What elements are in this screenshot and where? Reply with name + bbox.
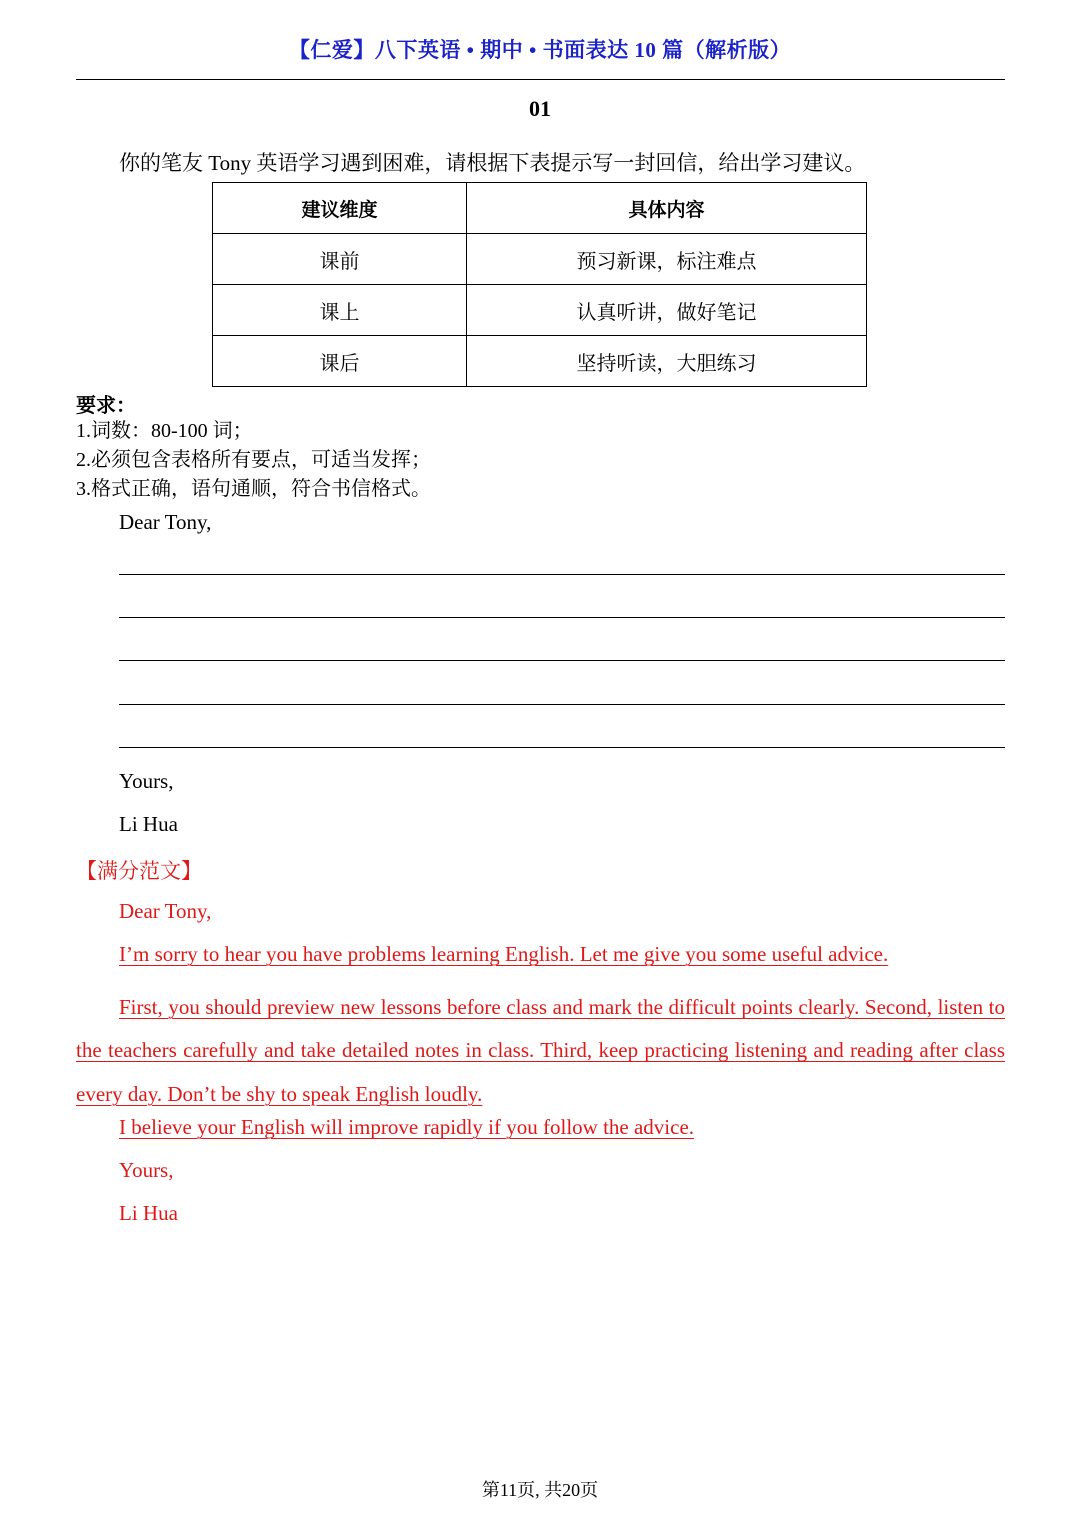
document-header-title: 【仁爱】八下英语 • 期中 • 书面表达 10 篇（解析版）: [288, 38, 792, 62]
writing-prompt: 你的笔友 Tony 英语学习遇到困难，请根据下表提示写一封回信，给出学习建议。: [119, 151, 866, 175]
table-cell: 课上: [213, 285, 467, 336]
table-header-cell: 具体内容: [467, 183, 867, 234]
header-divider: [76, 79, 1005, 80]
writing-line: [119, 574, 1005, 575]
writing-line: [119, 660, 1005, 661]
hint-table: [212, 182, 867, 387]
sample-conclusion: I believe your English will improve rapidly if you follow the advice.: [119, 1115, 695, 1139]
letter-salutation: Dear Tony,: [119, 510, 212, 534]
table-cell: 坚持听读，大胆练习: [467, 336, 867, 387]
writing-line: [119, 704, 1005, 705]
sample-body-paragraph: [76, 986, 1005, 1116]
page-footer: 第11页, 共20页: [481, 1480, 599, 1500]
table-header-cell: 建议维度: [213, 183, 467, 234]
letter-signature: Li Hua: [119, 812, 178, 836]
table-row: [213, 234, 867, 285]
table-header-row: [213, 183, 867, 234]
table-cell: 预习新课，标注难点: [467, 234, 867, 285]
letter-closing: Yours,: [119, 769, 174, 793]
requirement-item: 3.格式正确，语句通顺，符合书信格式。: [76, 478, 431, 500]
sample-opening: I’m sorry to hear you have problems learning English. Let me give you some useful advice.: [119, 942, 889, 966]
sample-salutation: Dear Tony,: [119, 899, 212, 923]
table-row: [213, 285, 867, 336]
table-row: [213, 336, 867, 387]
sample-essay-label: 【满分范文】: [76, 859, 202, 883]
table-cell: 课后: [213, 336, 467, 387]
requirement-item: 1.词数：80-100 词；: [76, 420, 253, 442]
sample-body-text: First, you should preview new lessons before class and mark the difficult points clearly. Second, listen to the teachers carefully and take detailed notes in class. Third, keep practicing listening and reading after class every day. Don’t be shy to speak English loudly.: [76, 995, 1005, 1106]
writing-line: [119, 747, 1005, 748]
sample-closing: Yours,: [119, 1158, 174, 1182]
requirements-title: 要求：: [76, 393, 136, 417]
table-cell: 课前: [213, 234, 467, 285]
requirement-item: 2.必须包含表格所有要点，可适当发挥；: [76, 449, 431, 471]
writing-line: [119, 617, 1005, 618]
table-cell: 认真听讲，做好笔记: [467, 285, 867, 336]
requirements-list: [76, 417, 431, 504]
section-number: 01: [529, 96, 551, 121]
sample-signature: Li Hua: [119, 1201, 178, 1225]
